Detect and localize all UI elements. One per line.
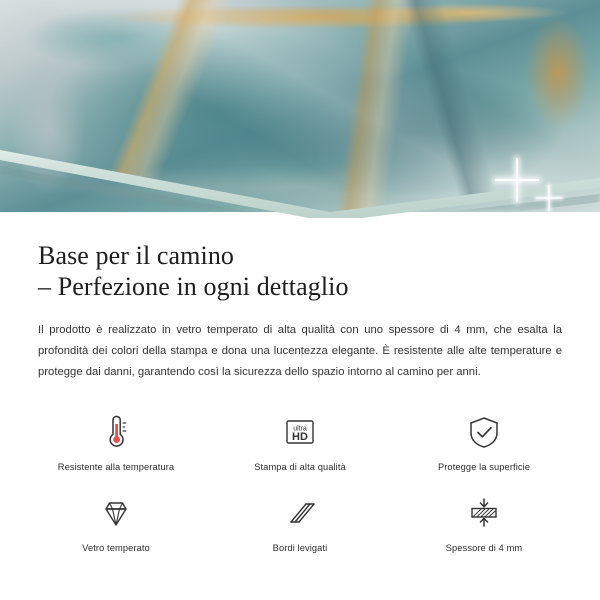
feature-label: Bordi levigati xyxy=(272,543,328,553)
product-description: Il prodotto è realizzato in vetro temperato di alta qualità con uno spessore di 4 mm, che esalta la profondità dei colori della stampa e dona una lucentezza elegante. È resistente alle alte temperature e protegge dai danni, garantendo così la sicurezza dello spazio intorno al camino per anni. xyxy=(38,324,562,378)
feature-item-print-quality xyxy=(208,409,392,472)
svg-text:HD: HD xyxy=(292,431,308,443)
svg-text:ultra: ultra xyxy=(293,425,307,433)
page-title xyxy=(38,240,600,302)
feature-item-thickness xyxy=(392,490,576,553)
feature-item-temperature xyxy=(24,409,208,472)
feature-label: Vetro temperato xyxy=(82,543,150,553)
page-title-line-1: Base per il camino xyxy=(38,241,235,270)
feature-item-surface-protection xyxy=(392,409,576,472)
thickness-arrows-icon xyxy=(461,490,507,536)
diamond-icon xyxy=(93,490,139,536)
feature-item-polished-edges xyxy=(208,490,392,553)
feature-label: Protegge la superficie xyxy=(437,462,531,472)
thermometer-icon xyxy=(93,409,139,455)
feature-label: Spessore di 4 mm xyxy=(445,543,523,553)
feature-label: Stampa di alta qualità xyxy=(254,462,346,472)
feature-label: Resistente alla temperatura xyxy=(57,462,175,472)
ultra-hd-icon xyxy=(277,409,323,455)
feature-grid xyxy=(24,409,576,553)
shield-check-icon xyxy=(461,409,507,455)
polished-edges-icon xyxy=(277,490,323,536)
feature-item-tempered-glass xyxy=(24,490,208,553)
page-title-line-2: – Perfezione in ogni dettaglio xyxy=(38,272,349,301)
hero-image xyxy=(0,0,600,218)
